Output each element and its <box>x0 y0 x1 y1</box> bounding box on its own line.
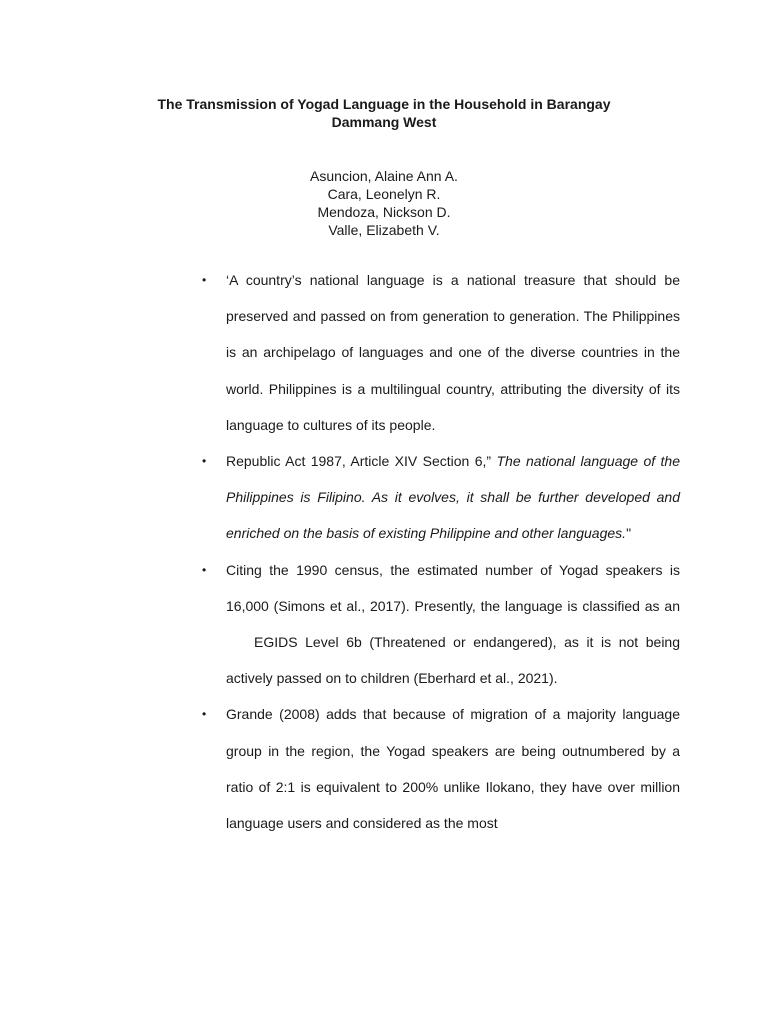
author-list <box>284 167 484 239</box>
bullet-text: Grande (2008) adds that because of migration of a majority language group in the region, the Yogad speakers are being outnumbered by a ratio of 2:1 is equivalent to 200% unlike Ilokano, they have over million language users and considered as the most <box>226 706 680 832</box>
bullet-icon: • <box>202 454 207 469</box>
author-name: Valle, Elizabeth V. <box>328 222 440 238</box>
bullet-lead-text: Citing the 1990 census, the estimated number of Yogad speakers is 16,000 (Simons et al., 2017). Presently, the language is classified as an <box>226 561 680 614</box>
title-line-1: The Transmission of Yogad Language in the Household in Barangay <box>157 96 611 112</box>
author-name: Mendoza, Nickson D. <box>317 204 451 220</box>
bullet-icon: • <box>202 562 207 577</box>
bullet-item-census <box>198 552 680 697</box>
document-title <box>140 95 628 131</box>
bullet-quote-text: The national language of the Philippines is Filipino. As it evolves, it shall be further developed and enriched on the basis of existing Philippine and other languages. <box>226 453 680 542</box>
bullet-list <box>198 262 680 841</box>
bullet-tail-text: EGIDS Level 6b (Threatened or endangered), as it is not being actively passed on to children (Eberhard et al., 2021). <box>226 634 680 687</box>
bullet-icon: • <box>202 273 207 287</box>
bullet-item-national-treasure <box>198 262 680 443</box>
bullet-text <box>226 453 680 541</box>
author-name: Cara, Leonelyn R. <box>327 186 441 202</box>
bullet-text: ‘A country’s national language is a national treasure that should be preserved and passed on from generation to generation. The Philippines is an archipelago of languages and one of the diverse countries in the world. Philippines is a multilingual country, attributing the diversity of its language to cultures of its people. <box>226 272 680 433</box>
bullet-text <box>226 562 680 687</box>
bullet-tail-text: " <box>626 525 632 542</box>
bullet-icon: • <box>202 707 207 722</box>
bullet-lead-text: Republic Act 1987, Article XIV Section 6,” <box>226 453 497 470</box>
bullet-item-republic-act <box>198 443 680 552</box>
author-name: Asuncion, Alaine Ann A. <box>310 168 458 184</box>
title-line-2: Dammang West <box>331 114 437 130</box>
bullet-item-grande <box>198 696 680 841</box>
